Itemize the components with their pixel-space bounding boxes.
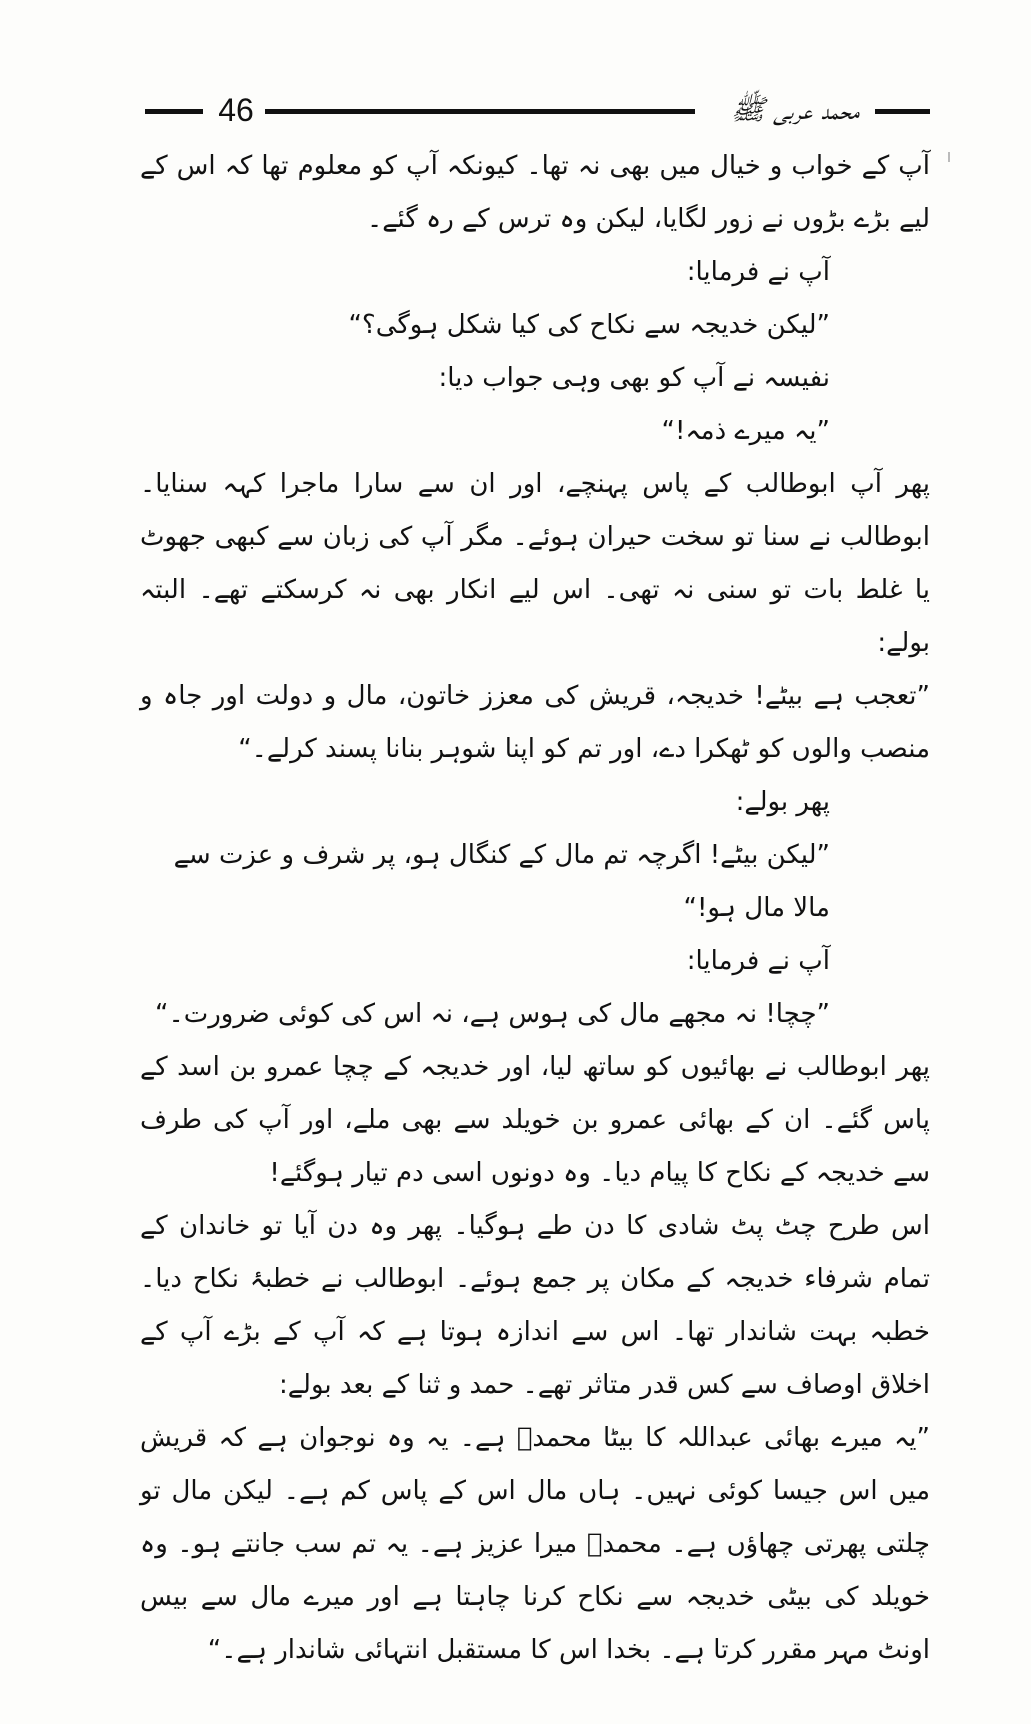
running-title: محمد عربی ﷺ xyxy=(731,93,859,126)
quote-line: ”یہ میرے ذمہ!“ xyxy=(661,416,830,446)
quote-line: ”یہ میرے بھائی عبداللہ کا بیٹا محمدؐ ہے۔ یہ وہ نوجوان ہے کہ قریش میں اس جیسا کوئی نہیں۔ ہاں مال اس کے پاس کم ہے۔ لیکن مال تو چلتی پھرتی چھاؤں ہے۔ محمدؐ میرا عزیز ہے۔ یہ تم سب جانتے ہو۔ وہ خویلد کی بیٹی خدیجہ سے نکاح کرنا چاہتا ہے اور میرے مال سے بیس اونٹ مہر مقرر کرتا ہے۔ بخدا اس کا مستقبل انتہائی شاندار ہے۔“ xyxy=(140,1423,930,1665)
paragraph: اس طرح چٹ پٹ شادی کا دن طے ہوگیا۔ پھر وہ دن آیا تو خاندان کے تمام شرفاء خدیجہ کے مکان پر جمع ہوئے۔ ابوطالب نے خطبۂ نکاح دیا۔ خطبہ بہت شاندار تھا۔ اس سے اندازہ ہوتا ہے کہ آپ کے بڑے آپ کے اخلاق اوصاف سے کس قدر متاثر تھے۔ حمد و ثنا کے بعد بولے: xyxy=(140,1211,930,1400)
header-rule-middle xyxy=(265,109,695,114)
quote-line: ”چچا! نہ مجھے مال کی ہوس ہے، نہ اس کی کوئی ضرورت۔“ xyxy=(155,999,830,1029)
paragraph: پھر ابوطالب نے بھائیوں کو ساتھ لیا، اور خدیجہ کے چچا عمرو بن اسد کے پاس گئے۔ ان کے بھائی عمرو بن خویلد سے بھی ملے، اور آپ کی طرف سے خدیجہ کے نکاح کا پیام دیا۔ وہ دونوں اسی دم تیار ہوگئے! xyxy=(140,1052,930,1188)
page-body xyxy=(140,140,930,1677)
paragraph: آپ کے خواب و خیال میں بھی نہ تھا۔ کیونکہ آپ کو معلوم تھا کہ اس کے لیے بڑے بڑوں نے زور لگایا، لیکن وہ ترس کے رہ گئے۔ xyxy=(140,151,930,234)
paragraph: پھر آپ ابوطالب کے پاس پہنچے، اور ان سے سارا ماجرا کہہ سنایا۔ ابوطالب نے سنا تو سخت حیران ہوئے۔ مگر آپ کی زبان سے کبھی جھوٹ یا غلط بات تو سنی نہ تھی۔ اس لیے انکار بھی نہ کرسکتے تھے۔ البتہ بولے: xyxy=(140,469,930,658)
quote-line: ”تعجب ہے بیٹے! خدیجہ، قریش کی معزز خاتون، مال و دولت اور جاہ و منصب والوں کو ٹھکرا دے، اور تم کو اپنا شوہر بنانا پسند کرلے۔“ xyxy=(140,681,930,764)
quote-line: ”لیکن بیٹے! اگرچہ تم مال کے کنگال ہو، پر شرف و عزت سے مالا مال ہو!“ xyxy=(173,840,830,923)
header-rule-left xyxy=(145,109,203,114)
header-rule-right xyxy=(875,109,930,114)
paragraph: نفیسہ نے آپ کو بھی وہی جواب دیا: xyxy=(438,363,830,393)
margin-mark xyxy=(948,152,950,162)
paragraph: آپ نے فرمایا: xyxy=(686,257,830,287)
paragraph: پھر بولے: xyxy=(735,787,830,817)
page-header xyxy=(145,88,925,132)
paragraph: آپ نے فرمایا: xyxy=(686,946,830,976)
page-number: 46 xyxy=(218,92,254,128)
quote-line: ”لیکن خدیجہ سے نکاح کی کیا شکل ہوگی؟“ xyxy=(348,310,830,340)
